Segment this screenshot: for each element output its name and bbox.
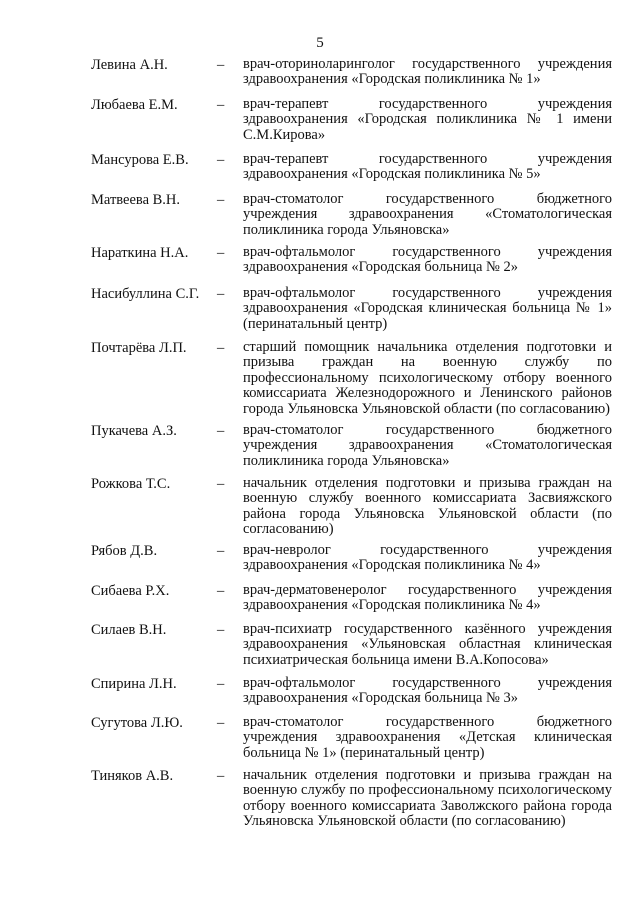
member-position: врач-стоматолог государственного бюджетного учреждения здравоохранения «Детская клиническая больница № 1» (перинатальный центр) bbox=[243, 714, 612, 761]
member-name: Силаев В.Н. bbox=[91, 622, 167, 638]
separator-dash: – bbox=[217, 583, 225, 599]
separator-dash: – bbox=[217, 476, 225, 492]
member-name: Сугутова Л.Ю. bbox=[91, 715, 183, 731]
separator-dash: – bbox=[217, 152, 225, 168]
member-name: Насибуллина С.Г. bbox=[91, 286, 200, 302]
separator-dash: – bbox=[217, 340, 225, 356]
separator-dash: – bbox=[217, 715, 225, 731]
separator-dash: – bbox=[217, 543, 225, 559]
member-name: Сибаева Р.Х. bbox=[91, 583, 170, 599]
member-position: врач-офтальмолог государственного учреждения здравоохранения «Городская клиническая больница № 1» (перинатальный центр) bbox=[243, 285, 612, 332]
member-position: врач-психиатр государственного казённого учреждения здравоохранения «Ульяновская областная клиническая психиатрическая больница имени В.А.Копосова» bbox=[243, 621, 612, 668]
separator-dash: – bbox=[217, 286, 225, 302]
member-name: Матвеева В.Н. bbox=[91, 192, 181, 208]
separator-dash: – bbox=[217, 97, 225, 113]
member-position: врач-стоматолог государственного бюджетного учреждения здравоохранения «Стоматологическая поликлиника города Ульяновска» bbox=[243, 191, 612, 238]
member-position: врач-терапевт государственного учреждения здравоохранения «Городская поликлиника № 1 имени С.М.Кирова» bbox=[243, 96, 612, 143]
member-name: Мансурова Е.В. bbox=[91, 152, 189, 168]
member-name: Спирина Л.Н. bbox=[91, 676, 177, 692]
member-position: врач-офтальмолог государственного учреждения здравоохранения «Городская больница № 2» bbox=[243, 244, 612, 276]
separator-dash: – bbox=[217, 768, 225, 784]
member-name: Любаева Е.М. bbox=[91, 97, 178, 113]
member-name: Тиняков А.В. bbox=[91, 768, 174, 784]
member-name: Рябов Д.В. bbox=[91, 543, 158, 559]
member-position: врач-офтальмолог государственного учреждения здравоохранения «Городская больница № 3» bbox=[243, 675, 612, 707]
member-name: Почтарёва Л.П. bbox=[91, 340, 187, 356]
member-position: врач-терапевт государственного учреждения здравоохранения «Городская поликлиника № 5» bbox=[243, 151, 612, 183]
member-name: Пукачева А.З. bbox=[91, 423, 177, 439]
member-position: врач-стоматолог государственного бюджетного учреждения здравоохранения «Стоматологическая поликлиника города Ульяновска» bbox=[243, 422, 612, 469]
member-position: начальник отделения подготовки и призыва граждан на военную службу военного комиссариата Засвияжского района города Ульяновска Ульяновской области (по согласованию) bbox=[243, 475, 612, 538]
member-position: врач-невролог государственного учреждения здравоохранения «Городская поликлиника № 4» bbox=[243, 542, 612, 574]
member-position: врач-дерматовенеролог государственного учреждения здравоохранения «Городская поликлиника № 4» bbox=[243, 582, 612, 614]
separator-dash: – bbox=[217, 192, 225, 208]
member-name: Левина А.Н. bbox=[91, 57, 168, 73]
separator-dash: – bbox=[217, 622, 225, 638]
member-name: Рожкова Т.С. bbox=[91, 476, 171, 492]
member-name: Нараткина Н.А. bbox=[91, 245, 189, 261]
member-position: начальник отделения подготовки и призыва граждан на военную службу по профессиональному психологическому отбору военного комиссариата Заволжского района города Ульяновска Ульяновской области (по согласованию) bbox=[243, 767, 612, 830]
member-position: врач-оториноларинголог государственного учреждения здравоохранения «Городская поликлиника № 1» bbox=[243, 56, 612, 88]
member-position: старший помощник начальника отделения подготовки и призыва граждан на военную службу по профессиональному психологическому отбору военного комиссариата Железнодорожного и Ленинского районов города Ульяновска Ульяновской области (по согласованию) bbox=[243, 339, 612, 417]
separator-dash: – bbox=[217, 245, 225, 261]
separator-dash: – bbox=[217, 57, 225, 73]
separator-dash: – bbox=[217, 423, 225, 439]
page-number: 5 bbox=[316, 35, 324, 51]
separator-dash: – bbox=[217, 676, 225, 692]
